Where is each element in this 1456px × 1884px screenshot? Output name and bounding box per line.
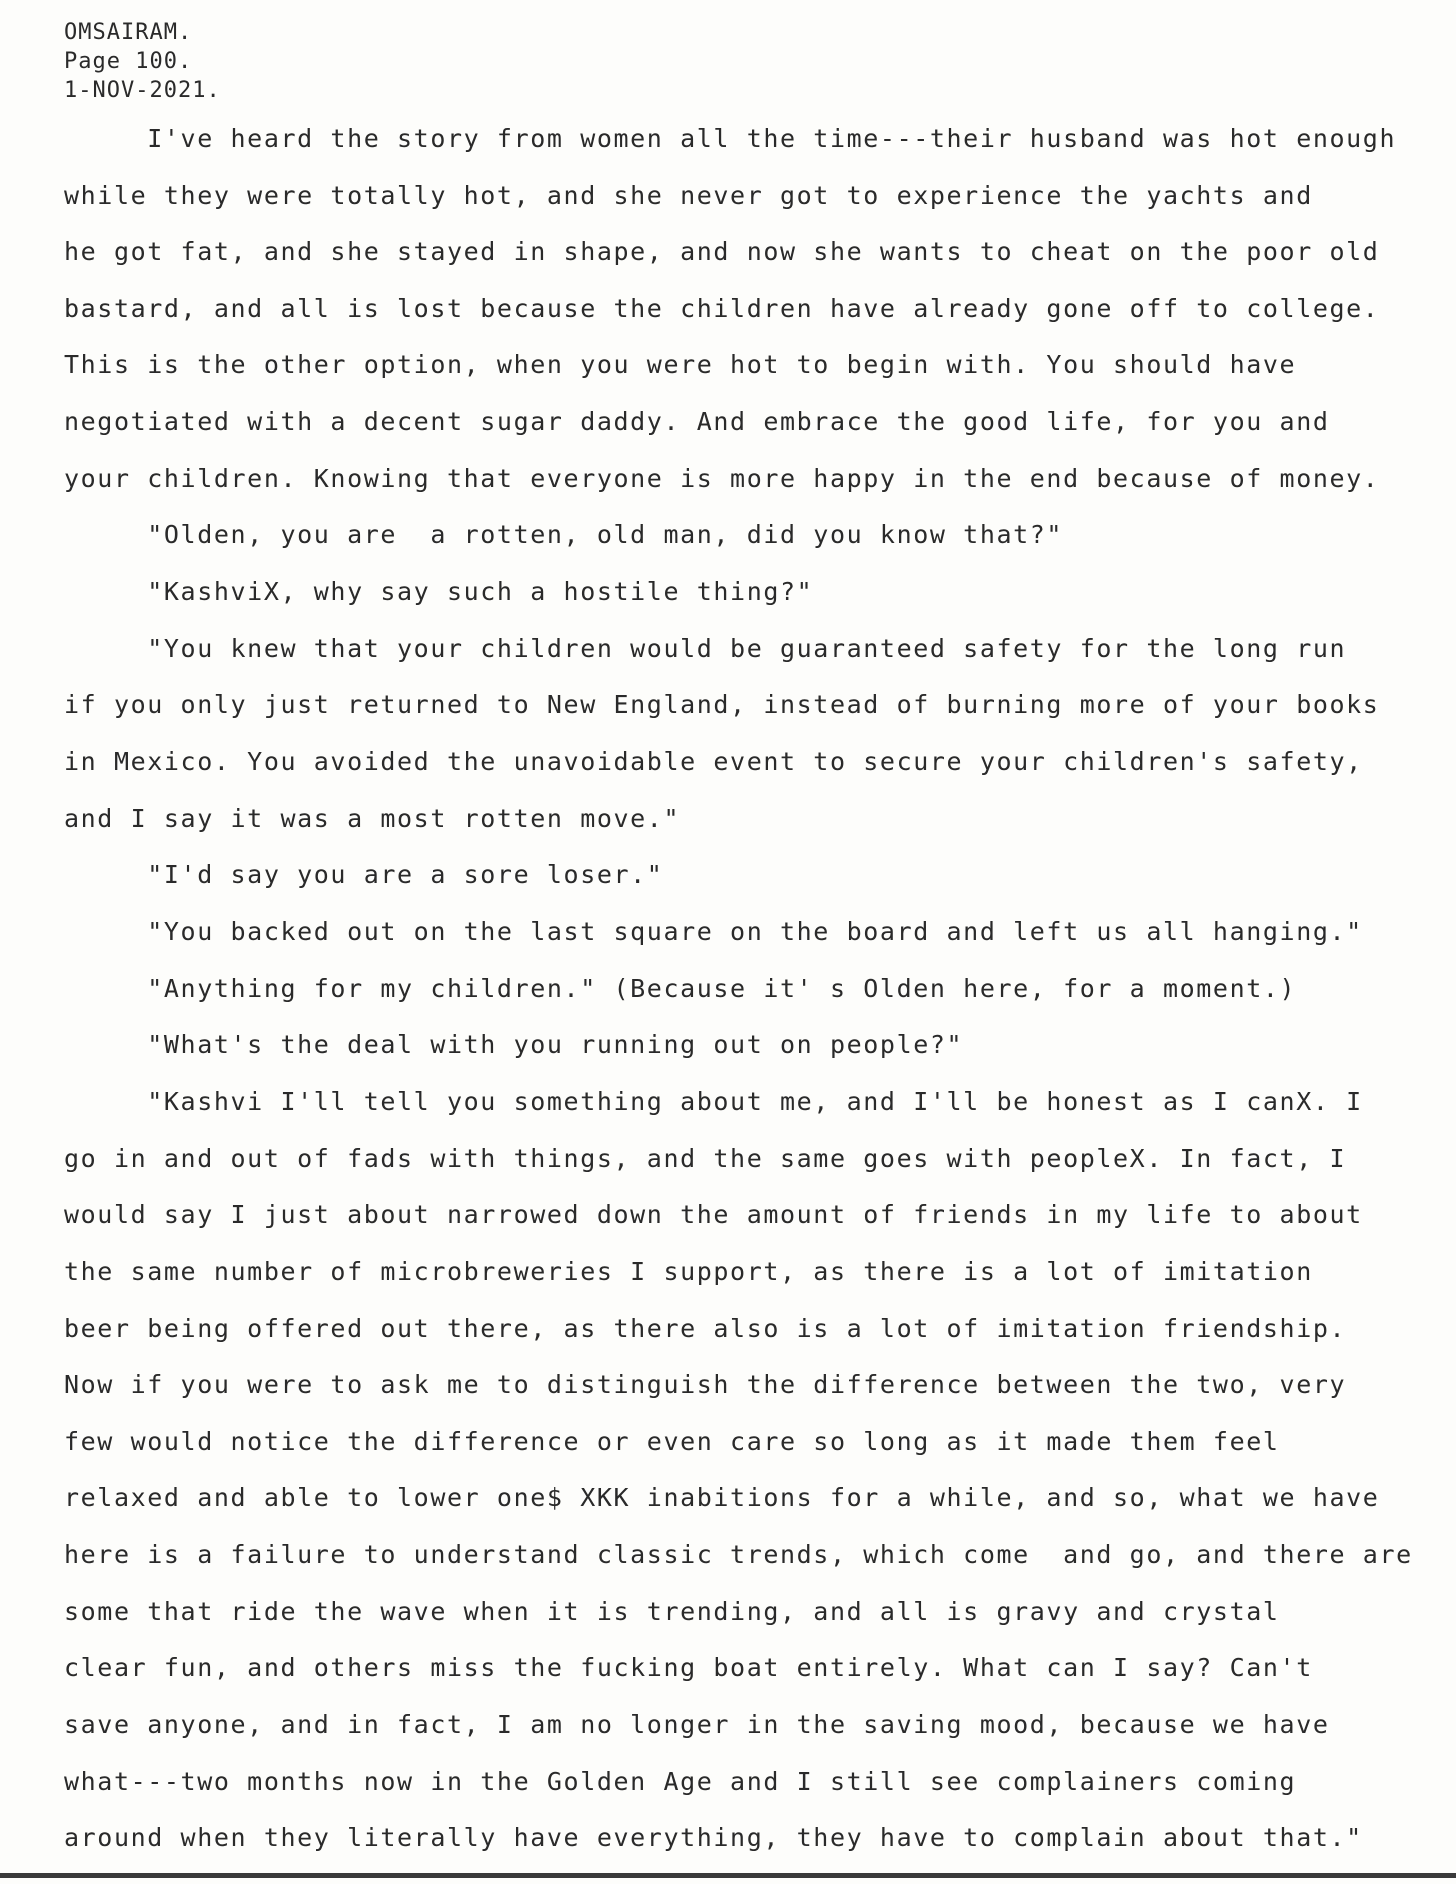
body-line: your children. Knowing that everyone is more happy in the end because of money.	[64, 464, 1380, 493]
body-line: if you only just returned to New England, instead of burning more of your books	[64, 690, 1380, 719]
body-line: go in and out of fads with things, and the same goes with peopleX. In fact, I	[64, 1144, 1347, 1173]
body-line: few would notice the difference or even care so long as it made them feel	[64, 1427, 1280, 1456]
body-line: he got fat, and she stayed in shape, and now she wants to cheat on the poor old	[64, 237, 1380, 266]
body-line: around when they literally have everything, they have to complain about that."	[64, 1823, 1363, 1852]
header-page-number: Page 100.	[64, 49, 193, 74]
body-line: Now if you were to ask me to distinguish the difference between the two, very	[64, 1370, 1347, 1399]
body-line: "I'd say you are a sore loser."	[64, 860, 664, 889]
body-line: some that ride the wave when it is trending, and all is gravy and crystal	[64, 1597, 1280, 1626]
header-date: 1-NOV-2021.	[64, 78, 221, 103]
scan-bottom-edge	[0, 1873, 1456, 1878]
body-line: "Olden, you are a rotten, old man, did you know that?"	[64, 520, 1064, 549]
body-line: what---two months now in the Golden Age and I still see complainers coming	[64, 1767, 1297, 1796]
body-line: negotiated with a decent sugar daddy. And embrace the good life, for you and	[64, 407, 1330, 436]
body-line: would say I just about narrowed down the amount of friends in my life to about	[64, 1200, 1363, 1229]
body-line: This is the other option, when you were hot to begin with. You should have	[64, 350, 1297, 379]
body-line: beer being offered out there, as there also is a lot of imitation friendship.	[64, 1314, 1347, 1343]
header-title: OMSAIRAM.	[64, 20, 193, 45]
body-line: and I say it was a most rotten move."	[64, 804, 681, 833]
body-line: the same number of microbreweries I support, as there is a lot of imitation	[64, 1257, 1313, 1286]
body-line: in Mexico. You avoided the unavoidable event to secure your children's safety,	[64, 747, 1363, 776]
body-line: "Anything for my children." (Because it' s Olden here, for a moment.)	[64, 974, 1297, 1003]
body-line: while they were totally hot, and she never got to experience the yachts and	[64, 181, 1313, 210]
body-line: save anyone, and in fact, I am no longer in the saving mood, because we have	[64, 1710, 1330, 1739]
body-line: "You backed out on the last square on the board and left us all hanging."	[64, 917, 1363, 946]
page-header	[64, 18, 221, 105]
body-line: "What's the deal with you running out on people?"	[64, 1030, 964, 1059]
body-line: clear fun, and others miss the fucking boat entirely. What can I say? Can't	[64, 1653, 1313, 1682]
body-line: here is a failure to understand classic trends, which come and go, and there are	[64, 1540, 1413, 1569]
body-line: "You knew that your children would be guaranteed safety for the long run	[64, 634, 1347, 663]
body-line: "Kashvi I'll tell you something about me, and I'll be honest as I canX. I	[64, 1087, 1363, 1116]
body-line: bastard, and all is lost because the children have already gone off to college.	[64, 294, 1380, 323]
body-line: "KashviX, why say such a hostile thing?"	[64, 577, 814, 606]
body-line: I've heard the story from women all the time---their husband was hot enough	[64, 124, 1397, 153]
body-line: relaxed and able to lower one$ XKK inabitions for a while, and so, what we have	[64, 1483, 1380, 1512]
